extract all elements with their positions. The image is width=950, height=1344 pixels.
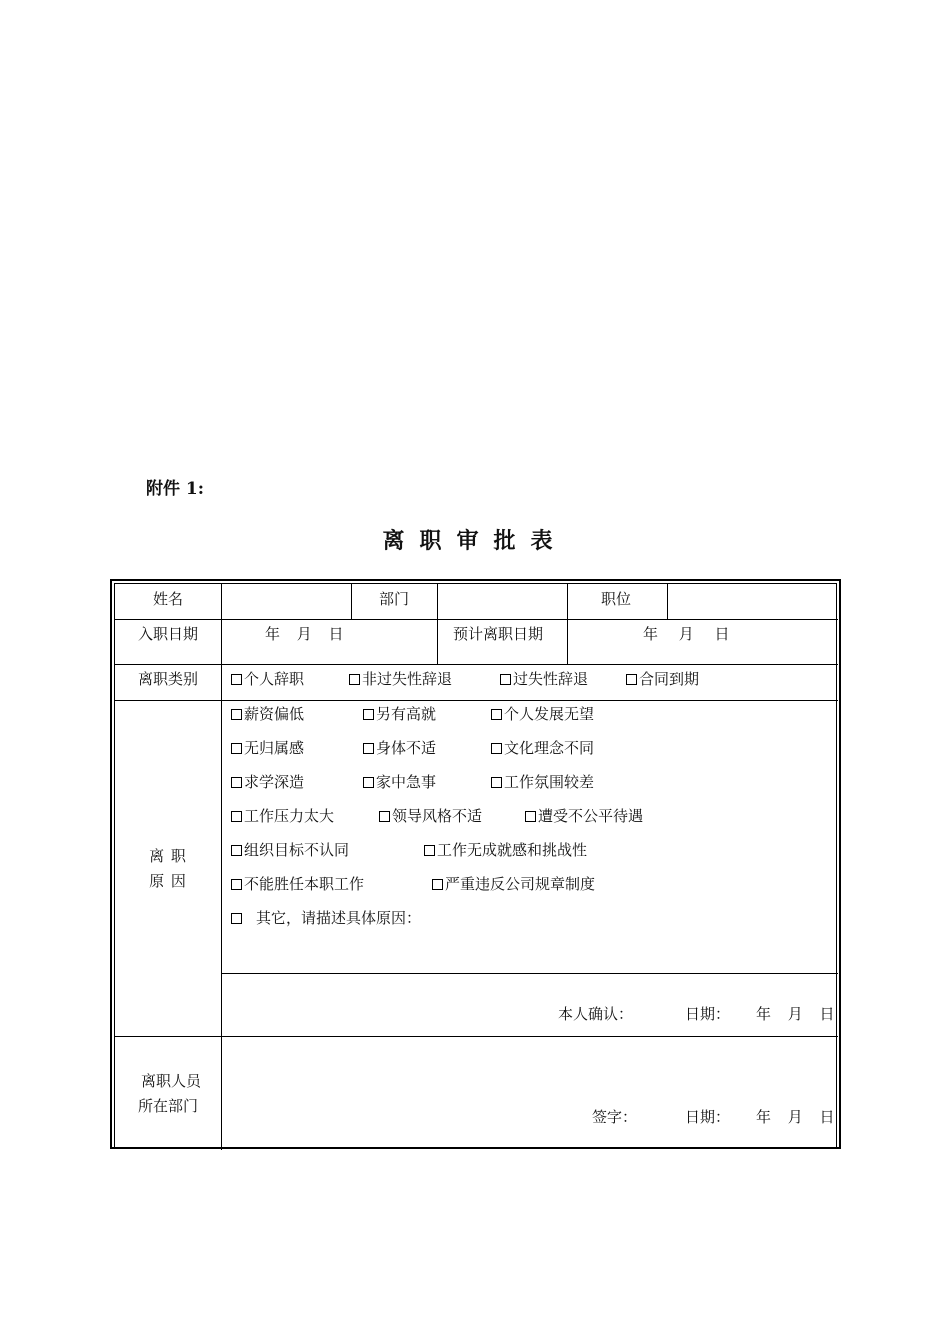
reason-option[interactable]: 领导风格不适 — [379, 806, 482, 826]
confirm-date-value: 年 月 日 — [756, 1005, 835, 1023]
row-divider — [221, 973, 838, 974]
reason-option[interactable]: 组织目标不认同 — [231, 840, 349, 860]
reason-option[interactable]: 另有高就 — [363, 704, 436, 724]
checkbox-icon — [231, 913, 242, 924]
col-divider — [351, 584, 352, 619]
dept-date-label: 日期： — [685, 1108, 731, 1126]
checkbox-icon — [379, 811, 390, 822]
checkbox-icon — [424, 845, 435, 856]
attachment-label: 附件 1: — [146, 479, 205, 499]
row-divider — [115, 700, 838, 701]
dept-section-label-line2: 所在部门 — [137, 1097, 198, 1115]
checkbox-icon — [231, 811, 242, 822]
reason-option[interactable]: 无归属感 — [231, 738, 304, 758]
reason-label-line1: 离 职 — [149, 847, 187, 865]
type-label: 离职类别 — [137, 670, 198, 688]
checkbox-icon — [500, 674, 511, 685]
checkbox-icon — [491, 777, 502, 788]
hire-date-label: 入职日期 — [137, 625, 198, 643]
reason-option[interactable]: 严重违反公司规章制度 — [432, 874, 595, 894]
reason-option[interactable]: 家中急事 — [363, 772, 436, 792]
col-divider — [437, 584, 438, 664]
type-option[interactable]: 过失性辞退 — [500, 669, 588, 689]
hire-date-value: 年 月 日 — [265, 625, 344, 643]
checkbox-icon — [491, 709, 502, 720]
reason-option[interactable]: 文化理念不同 — [491, 738, 594, 758]
row-divider — [115, 1036, 838, 1037]
reason-option[interactable]: 工作氛围较差 — [491, 772, 594, 792]
checkbox-icon — [626, 674, 637, 685]
col-divider — [221, 584, 222, 1150]
table-grid — [114, 583, 837, 1149]
reason-option[interactable]: 不能胜任本职工作 — [231, 874, 364, 894]
leave-date-label: 预计离职日期 — [453, 625, 544, 643]
checkbox-icon — [231, 709, 242, 720]
row-divider — [115, 619, 838, 620]
name-label: 姓名 — [152, 590, 183, 608]
leave-date-value: 年 月 日 — [643, 625, 730, 643]
checkbox-icon — [349, 674, 360, 685]
checkbox-icon — [525, 811, 536, 822]
dept-label: 部门 — [379, 590, 410, 608]
checkbox-icon — [231, 674, 242, 685]
type-option[interactable]: 合同到期 — [626, 669, 699, 689]
dept-date-value: 年 月 日 — [756, 1108, 835, 1126]
checkbox-icon — [363, 709, 374, 720]
position-label: 职位 — [601, 590, 632, 608]
reason-option[interactable]: 求学深造 — [231, 772, 304, 792]
col-divider — [667, 584, 668, 619]
type-option[interactable]: 个人辞职 — [231, 669, 304, 689]
checkbox-icon — [432, 879, 443, 890]
checkbox-icon — [491, 743, 502, 754]
checkbox-icon — [231, 743, 242, 754]
sign-label: 签字： — [592, 1108, 638, 1126]
col-divider — [567, 584, 568, 664]
checkbox-icon — [231, 777, 242, 788]
reason-option[interactable]: 身体不适 — [363, 738, 436, 758]
dept-section-label-line1: 离职人员 — [140, 1072, 201, 1090]
form-title: 离职审批表 — [382, 528, 568, 554]
checkbox-icon — [231, 879, 242, 890]
reason-option[interactable]: 工作压力太大 — [231, 806, 334, 826]
checkbox-icon — [363, 743, 374, 754]
checkbox-icon — [363, 777, 374, 788]
confirm-date-label: 日期： — [685, 1005, 731, 1023]
reason-label-line2: 原 因 — [149, 872, 187, 890]
type-option[interactable]: 非过失性辞退 — [349, 669, 452, 689]
reason-option[interactable]: 个人发展无望 — [491, 704, 594, 724]
checkbox-icon — [231, 845, 242, 856]
resignation-approval-table — [110, 579, 841, 1149]
self-confirm-label: 本人确认： — [558, 1005, 634, 1023]
reason-option[interactable]: 薪资偏低 — [231, 704, 304, 724]
reason-option-other[interactable]: 其它，请描述具体原因： — [231, 908, 421, 928]
row-divider — [115, 664, 838, 665]
reason-option[interactable]: 遭受不公平待遇 — [525, 806, 643, 826]
reason-option[interactable]: 工作无成就感和挑战性 — [424, 840, 587, 860]
